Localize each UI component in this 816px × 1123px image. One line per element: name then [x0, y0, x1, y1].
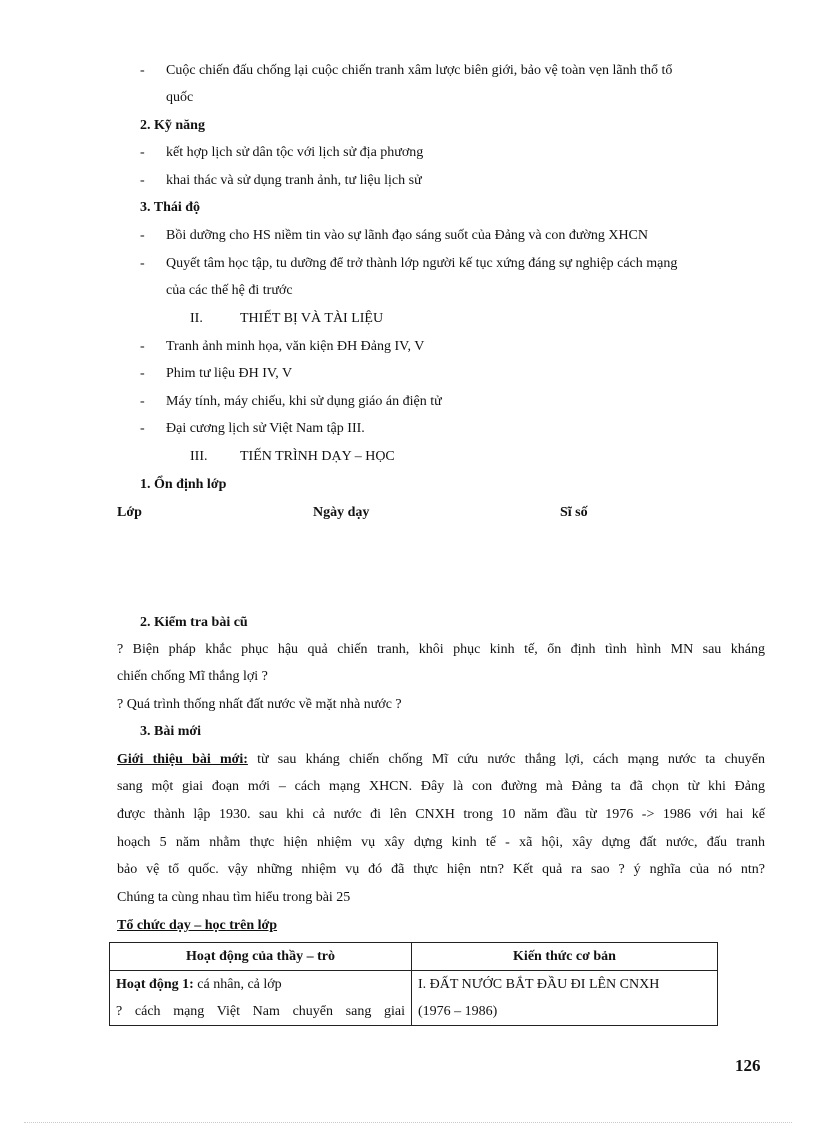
equipment-item: Đại cương lịch sử Việt Nam tập III. [166, 421, 365, 436]
intro-label: Giới thiệu bài mới: [117, 752, 248, 767]
attitude-item: Bồi dưỡng cho HS niềm tin vào sự lãnh đạo sáng suốt của Đảng và con đường XHCN [166, 228, 649, 243]
section-title: TIẾN TRÌNH DẠY – HỌC [240, 449, 395, 464]
review-question-cont: chiến chống Mĩ thắng lợi ? [117, 669, 268, 684]
objective-fight: Cuộc chiến đấu chống lại cuộc chiến tranh xâm lược biên giới, bảo vệ toàn vẹn lãnh thổ tổ [166, 63, 673, 78]
activity-mode: cá nhân, cả lớp [193, 977, 282, 992]
intro-paragraph-line: Chúng ta cùng nhau tìm hiểu trong bài 25 [117, 890, 351, 905]
col-date: Ngày dạy [313, 505, 370, 520]
organize-heading: Tổ chức dạy – học trên lớp [117, 918, 278, 933]
bullet-dash: - [140, 394, 145, 409]
knowledge-cell [412, 971, 718, 1026]
bullet-dash: - [140, 63, 145, 78]
review-question: ? Biện pháp khắc phục hậu quả chiến tranh, khôi phục kinh tế, ổn định tình hình MN sau kháng [117, 642, 765, 657]
intro-paragraph-line: hoạch 5 năm nhằm thực hiện nhiệm vụ xây dựng kinh tế - xã hội, xây dựng đất nước, đấu tranh [117, 835, 765, 850]
intro-paragraph-line [117, 751, 765, 769]
bullet-dash: - [140, 145, 145, 160]
attitude-heading: 3. Thái độ [140, 200, 201, 215]
bullet-dash: - [140, 339, 145, 354]
header-activities: Hoạt động của thầy – trò [110, 943, 412, 971]
knowledge-line: I. ĐẤT NƯỚC BẮT ĐẦU ĐI LÊN CNXH [418, 977, 660, 992]
section-numeral: II. [190, 311, 203, 326]
col-count: Sĩ số [560, 505, 588, 520]
attitude-item-cont: của các thế hệ đi trước [166, 283, 293, 298]
equipment-item: Máy tính, máy chiếu, khi sử dụng giáo án điện tử [166, 394, 442, 409]
table-header-row [110, 943, 718, 971]
intro-paragraph-line: được thành lập 1930. sau khi cả nước đi lên CNXH trong 10 năm đầu từ 1976 -> 1986 với hai kế [117, 807, 765, 822]
equipment-item: Tranh ảnh minh họa, văn kiện ĐH Đảng IV, V [166, 339, 425, 354]
intro-paragraph-line: bảo vệ tổ quốc. vậy những nhiệm vụ đó đã thực hiện ntn? Kết quả ra sao ? ý nghĩa của nó ntn? [117, 862, 765, 877]
bullet-dash: - [140, 173, 145, 188]
section-title: THIẾT BỊ VÀ TÀI LIỆU [240, 311, 384, 326]
stabilize-heading: 1. Ổn định lớp [140, 477, 227, 492]
objective-fight-cont: quốc [166, 90, 194, 105]
col-class: Lớp [117, 505, 142, 520]
review-question: ? Quá trình thống nhất đất nước về mặt nhà nước ? [117, 697, 402, 712]
intro-text: từ sau kháng chiến chống Mĩ cứu nước thắng lợi, cách mạng nước ta chuyển [257, 752, 765, 767]
lesson-table [109, 942, 718, 1026]
table-row [110, 971, 718, 1026]
bullet-dash: - [140, 421, 145, 436]
intro-paragraph-line: sang một giai đoạn mới – cách mạng XHCN. Đây là con đường mà Đảng ta đã chọn từ khi Đảng [117, 779, 765, 794]
page-number: 126 [735, 1056, 761, 1075]
equipment-item: Phim tư liệu ĐH IV, V [166, 366, 293, 381]
knowledge-line: (1976 – 1986) [418, 1004, 498, 1019]
new-lesson-heading: 3. Bài mới [140, 724, 202, 739]
activity-question: ? cách mạng Việt Nam chuyển sang giai [116, 1004, 405, 1019]
bullet-dash: - [140, 228, 145, 243]
section-numeral: III. [190, 449, 208, 464]
activity-cell [110, 971, 412, 1026]
header-knowledge: Kiến thức cơ bản [412, 943, 718, 971]
review-heading: 2. Kiểm tra bài cũ [140, 615, 248, 630]
attitude-item: Quyết tâm học tập, tu dưỡng để trở thành lớp người kế tục xứng đáng sự nghiệp cách mạng [166, 256, 678, 271]
bullet-dash: - [140, 256, 145, 271]
skill-item: khai thác và sử dụng tranh ảnh, tư liệu lịch sử [166, 173, 422, 188]
skills-heading: 2. Kỹ năng [140, 118, 205, 133]
skill-item: kết hợp lịch sử dân tộc với lịch sử địa phương [166, 145, 424, 160]
bullet-dash: - [140, 366, 145, 381]
activity-label: Hoạt động 1: [116, 977, 194, 992]
